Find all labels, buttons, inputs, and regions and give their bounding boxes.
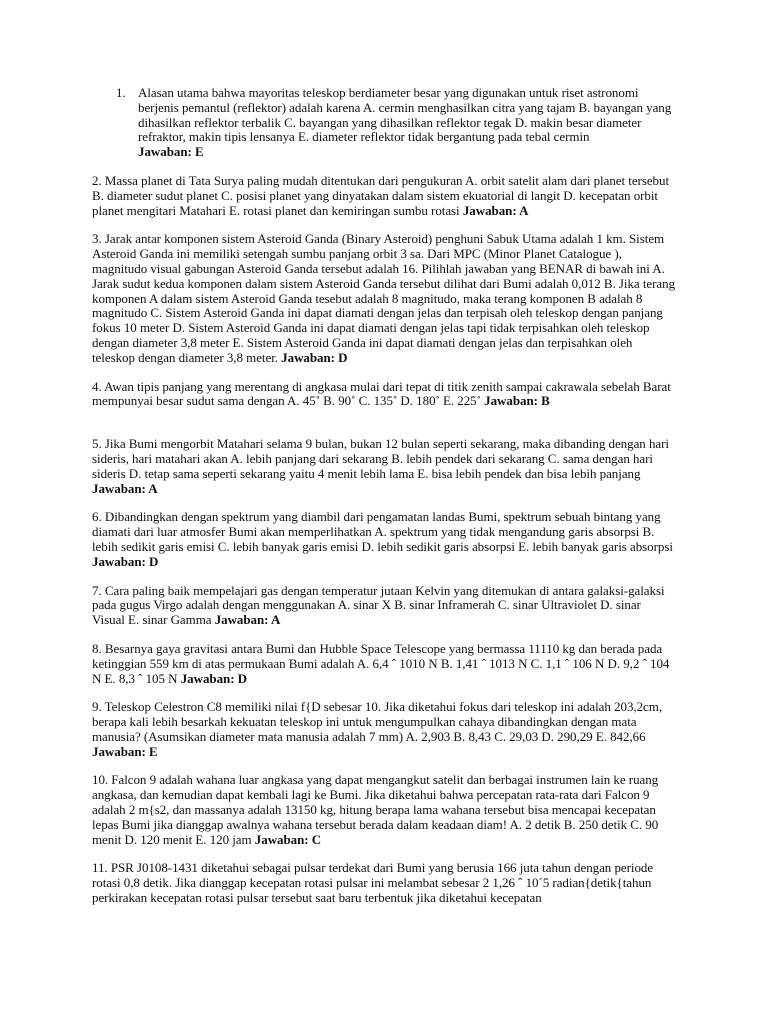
question-4	[92, 380, 676, 410]
question-2-answer: Jawaban: A	[462, 202, 529, 218]
question-7	[92, 584, 676, 628]
question-9-text: 9. Teleskop Celestron C8 memiliki nilai f{D sebesar 10. Jika diketahui fokus dari teleskop ini adalah 203,2cm, berapa kali lebih besarkah kekuatan teleskop ini untuk mengumpulkan cahaya dibandingkan dengan mata manusia? (Asumsikan diameter mata manusia adalah 7 mm) A. 2,903 B. 8,43 C. 29,03 D. 290,29 E. 842,66	[92, 699, 663, 744]
question-5	[92, 437, 676, 496]
question-9-answer: Jawaban: E	[92, 743, 158, 759]
question-8-text: 8. Besarnya gaya gravitasi antara Bumi dan Hubble Space Telescope yang bermassa 11110 kg dan berada pada ketinggian 559 km di atas permukaan Bumi adalah A. 6,4 ˆ 1010 N B. 1,41 ˆ 1013 N C. 1,1 ˆ 106 N D. 9,2 ˆ 104 N E. 8,3 ˆ 105 N	[92, 640, 670, 686]
question-10-answer: Jawaban: C	[254, 831, 322, 847]
question-3	[92, 232, 676, 365]
question-1-number: 1.	[116, 85, 126, 100]
question-6	[92, 510, 676, 569]
question-11	[92, 861, 682, 905]
question-7-answer: Jawaban: A	[214, 612, 281, 628]
question-6-answer: Jawaban: D	[92, 553, 159, 569]
question-3-text: 3. Jarak antar komponen sistem Asteroid Ganda (Binary Asteroid) penghuni Sabuk Utama adalah 1 km. Sistem Asteroid Ganda ini memiliki setengah sumbu panjang orbit 3 sa. Dari MPC (Minor Planet Catalogue ), magnitudo visual gabungan Asteroid Ganda tersebut adalah 16. Pilihlah jawaban yang BENAR di bawah ini A. Jarak sudut kedua komponen dalam sistem Asteroid Ganda tersebut dilihat dari Bumi adalah 0,012 B. Jika terang komponen A dalam sistem Asteroid Ganda tesebut adalah 8 magnitudo, maka terang komponen B adalah 8 magnitudo C. Sistem Asteroid Ganda ini dapat diamati dengan jelas dan terpisah oleh teleskop dengan panjang fokus 10 meter D. Sistem Asteroid Ganda ini dapat diamati dengan jelas tapi tidak terpisahkan oleh teleskop dengan diameter 3,8 meter E. Sistem Asteroid Ganda ini dapat diamati dengan jelas dan terpisahkan oleh teleskop dengan diameter 3,8 meter.	[92, 231, 676, 365]
question-8-answer: Jawaban: D	[180, 670, 248, 686]
question-9	[92, 700, 676, 759]
question-1-answer: Jawaban: E	[138, 144, 204, 160]
question-1-text: Alasan utama bahwa mayoritas teleskop berdiameter besar yang digunakan untuk riset astronomi berjenis pemantul (reflektor) adalah karena A. cermin menghasilkan citra yang tajam B. bayangan yang dihasilkan reflektor terbalik C. bayangan yang dihasilkan reflektor tegak D. makin besar diameter refraktor, makin tipis lensanya E. diameter reflektor tidak bergantung pada tebal cermin	[138, 85, 672, 145]
question-4-text: 4. Awan tipis panjang yang merentang di angkasa mulai dari tepat di titik zenith sampai cakrawala sebelah Barat mempunyai besar sudut sama dengan A. 45˚ B. 90˚ C. 135˚ D. 180˚ E. 225˚	[92, 378, 671, 409]
question-8	[92, 642, 676, 686]
question-11-text: 11. PSR J0108-1431 diketahui sebagai pulsar terdekat dari Bumi yang berusia 166 juta tahun dengan periode rotasi 0,8 detik. Jika dianggap kecepatan rotasi pulsar ini melambat sebesar 2 1,26 ˆ 10´5 radian{detik{tahun perkirakan kecepatan rotasi pulsar tersebut saat baru terbentuk jika diketahui kecepatan	[92, 860, 654, 906]
question-1-body	[138, 86, 676, 160]
question-5-answer: Jawaban: A	[92, 480, 158, 496]
question-1	[116, 86, 676, 160]
question-4-answer: Jawaban: B	[484, 393, 550, 409]
question-2-text: 2. Massa planet di Tata Surya paling mudah ditentukan dari pengukuran A. orbit satelit alam dari planet tersebut B. diameter sudut planet C. posisi planet yang dinyatakan dalam sistem ekuatorial di langit D. kecepatan orbit planet mengitari Matahari E. rotasi planet dan kemiringan sumbu rotasi	[92, 172, 670, 218]
question-10-text: 10. Falcon 9 adalah wahana luar angkasa yang dapat mengangkut satelit dan berbagai instrumen lain ke ruang angkasa, dan kemudian dapat kembali lagi ke Bumi. Jika diketahui bahwa percepatan rata-rata dari Falcon 9 adalah 2 m{s2, dan massanya adalah 13150 kg, hitung berapa lama wahana tersebut bisa mencapai kecepatan lepas Bumi jika dianggap awalnya wahana tersebut berada dalam keadaan diam! A. 2 detik B. 250 detik C. 90 menit D. 120 menit E. 120 jam	[92, 772, 659, 847]
question-7-text: 7. Cara paling baik mempelajari gas dengan temperatur jutaan Kelvin yang ditemukan di antara galaksi-galaksi pada gugus Virgo adalah dengan menggunakan A. sinar X B. sinar Inframerah C. sinar Ultraviolet D. sinar Visual E. sinar Gamma	[92, 582, 665, 628]
question-6-text: 6. Dibandingkan dengan spektrum yang diambil dari pengamatan landas Bumi, spektrum sebuah bintang yang diamati dari luar atmosfer Bumi akan memperlihatkan A. spektrum yang tidak mengandung garis absorpsi B. lebih sedikit garis emisi C. lebih banyak garis emisi D. lebih sedikit garis absorpsi E. lebih banyak garis absorpsi	[92, 509, 673, 554]
question-3-answer: Jawaban: D	[281, 349, 348, 365]
question-2	[92, 174, 676, 218]
question-10	[92, 773, 676, 847]
question-5-text: 5. Jika Bumi mengorbit Matahari selama 9 bulan, bukan 12 bulan seperti sekarang, maka dibanding dengan hari sideris, hari matahari akan A. lebih panjang dari sekarang B. lebih pendek dari sekarang C. sama dengan hari sideris D. tetap sama seperti sekarang yaitu 4 menit lebih lama E. bisa lebih pendek dan bisa lebih panjang	[92, 436, 669, 481]
